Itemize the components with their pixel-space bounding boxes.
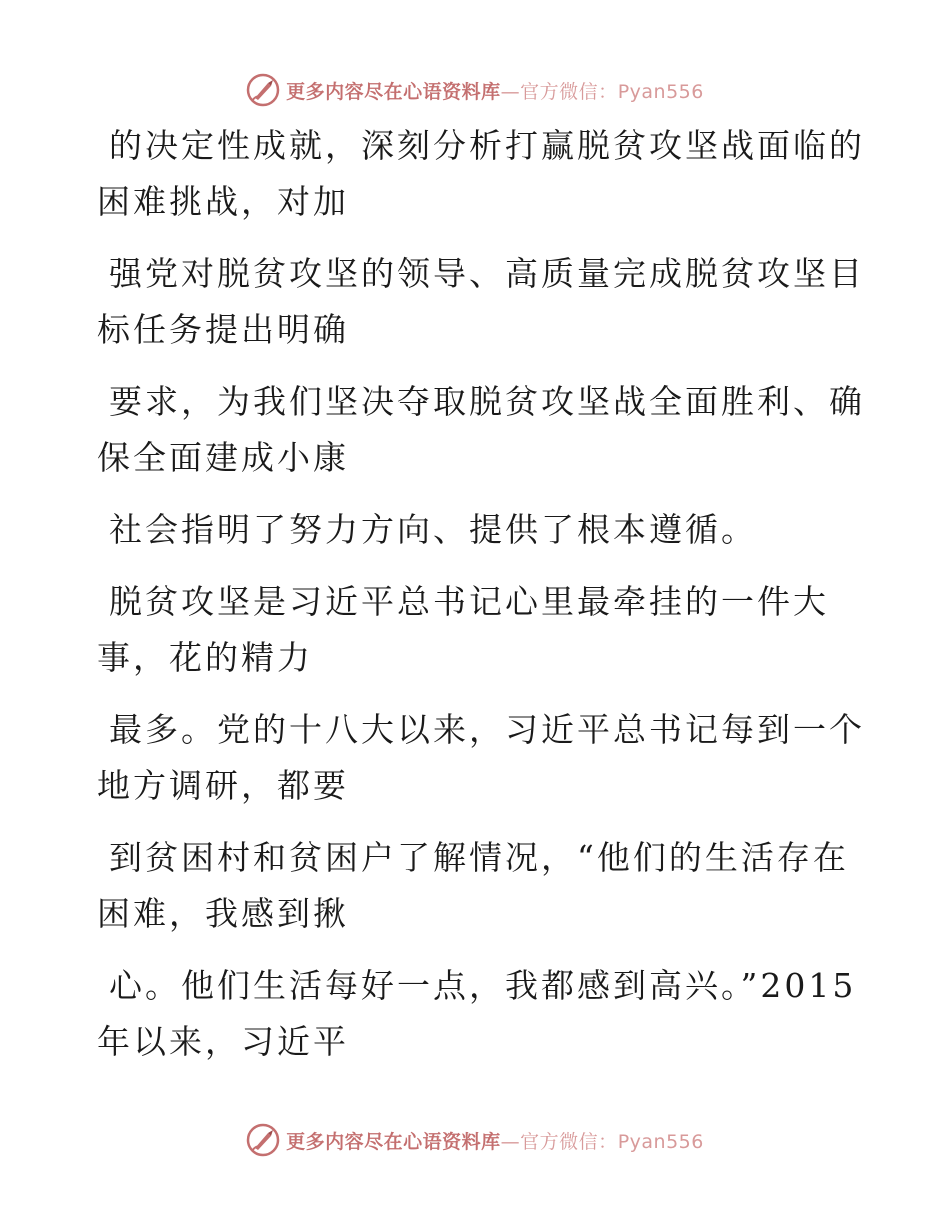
watermark-site: 更多内容尽在心语资料库: [286, 1130, 501, 1153]
watermark-wechat-id: Pyan556: [617, 1130, 704, 1153]
text-line: 最多。党的十八大以来，习近平总书记每到一个: [109, 710, 865, 749]
paragraph: [97, 830, 857, 942]
text-line: 保全面建成小康: [97, 438, 349, 477]
quill-pen-icon: [246, 1123, 280, 1157]
watermark-text: [286, 1127, 704, 1154]
text-line: 要求，为我们坚决夺取脱贫攻坚战全面胜利、确: [109, 382, 865, 421]
watermark-site: 更多内容尽在心语资料库: [286, 80, 501, 103]
header-watermark: [0, 70, 950, 110]
footer-watermark: [0, 1120, 950, 1160]
paragraph: [97, 374, 865, 486]
text-line: 年以来，习近平: [97, 1022, 349, 1061]
watermark-inner: [246, 1123, 704, 1157]
text-line: 社会指明了努力方向、提供了根本遵循。: [109, 510, 757, 549]
paragraph: [97, 574, 857, 686]
watermark-wechat-id: Pyan556: [617, 80, 704, 103]
text-line: 困难，我感到揪: [97, 894, 349, 933]
text-line: 脱贫攻坚是习近平总书记心里最牵挂的一件大: [109, 582, 829, 621]
text-line: 标任务提出明确: [97, 310, 349, 349]
watermark-inner: [246, 73, 704, 107]
text-line: 的决定性成就，深刻分析打赢脱贫攻坚战面临的: [109, 126, 865, 165]
text-line: 强党对脱贫攻坚的领导、高质量完成脱贫攻坚目: [109, 254, 865, 293]
quill-pen-icon: [246, 73, 280, 107]
watermark-dash: —: [500, 80, 521, 103]
paragraph: [97, 502, 857, 558]
watermark-dash: —: [500, 1130, 521, 1153]
paragraph: [97, 702, 865, 814]
paragraph: [97, 958, 857, 1070]
text-line: 地方调研，都要: [97, 766, 349, 805]
text-line: 心。他们生活每好一点，我都感到高兴。”2015: [109, 966, 857, 1005]
text-line: 事，花的精力: [97, 638, 313, 677]
paragraph: [97, 118, 865, 230]
text-line: 困难挑战，对加: [97, 182, 349, 221]
paragraph: [97, 246, 865, 358]
watermark-wechat-label: 官方微信：: [520, 80, 618, 103]
document-body: [97, 118, 865, 1086]
text-line: 到贫困村和贫困户了解情况，“他们的生活存在: [109, 838, 849, 877]
watermark-wechat-label: 官方微信：: [520, 1130, 618, 1153]
watermark-text: [286, 77, 704, 104]
